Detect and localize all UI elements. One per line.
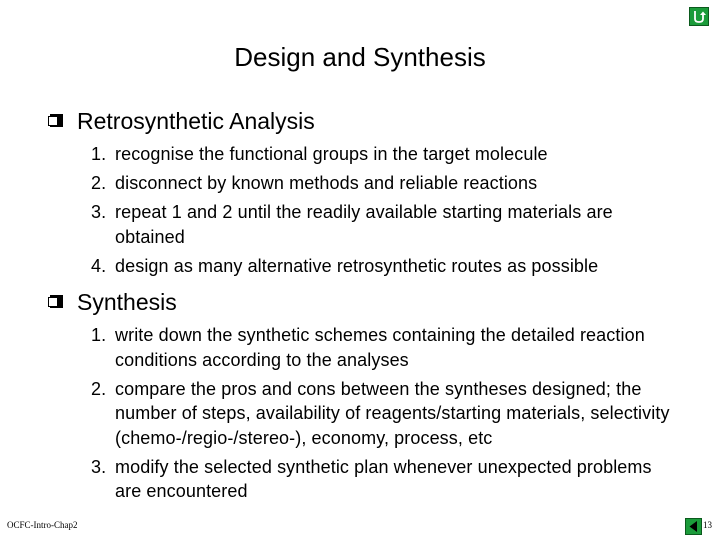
footer-source-label: OCFC-Intro-Chap2 xyxy=(7,520,78,530)
section-heading-text: Synthesis xyxy=(77,289,177,315)
list-item xyxy=(91,142,675,167)
step-text: compare the pros and cons between the syntheses designed; the number of steps, availability of reagents/starting materials, selectivity (chemo-/regio-/stereo-), economy, process, etc xyxy=(115,378,670,448)
list-item xyxy=(91,323,675,372)
list-item xyxy=(91,377,675,451)
list-item xyxy=(91,254,675,279)
step-text: repeat 1 and 2 until the readily available starting materials are obtained xyxy=(115,202,613,247)
section-heading-retrosynthetic-analysis xyxy=(48,108,315,134)
step-number: 3. xyxy=(91,202,107,222)
step-text: recognise the functional groups in the target molecule xyxy=(115,144,548,164)
step-number: 1. xyxy=(91,325,107,345)
step-text: design as many alternative retrosynthetic routes as possible xyxy=(115,255,599,276)
step-text: disconnect by known methods and reliable reactions xyxy=(115,173,538,193)
page-number: 13 xyxy=(703,520,712,530)
checkbox-bullet-icon xyxy=(48,295,63,310)
step-number: 3. xyxy=(91,456,107,477)
synthesis-steps-list xyxy=(91,323,675,508)
list-item xyxy=(91,455,675,504)
step-number: 4. xyxy=(91,255,107,276)
section-heading-text: Retrosynthetic Analysis xyxy=(77,108,315,134)
step-text: modify the selected synthetic plan whenever unexpected problems are encountered xyxy=(115,456,652,501)
return-nav-icon[interactable] xyxy=(689,7,709,26)
checkbox-bullet-icon xyxy=(48,114,63,129)
list-item xyxy=(91,200,675,249)
step-number: 2. xyxy=(91,378,107,399)
section-heading-synthesis xyxy=(48,289,177,315)
step-text: write down the synthetic schemes containing the detailed reaction conditions according to the analyses xyxy=(115,325,645,370)
back-arrow-icon[interactable] xyxy=(685,518,702,535)
slide-title: Design and Synthesis xyxy=(234,42,486,72)
step-number: 2. xyxy=(91,173,107,193)
step-number: 1. xyxy=(91,144,107,164)
retrosynthetic-steps-list xyxy=(91,142,675,283)
list-item xyxy=(91,171,675,196)
